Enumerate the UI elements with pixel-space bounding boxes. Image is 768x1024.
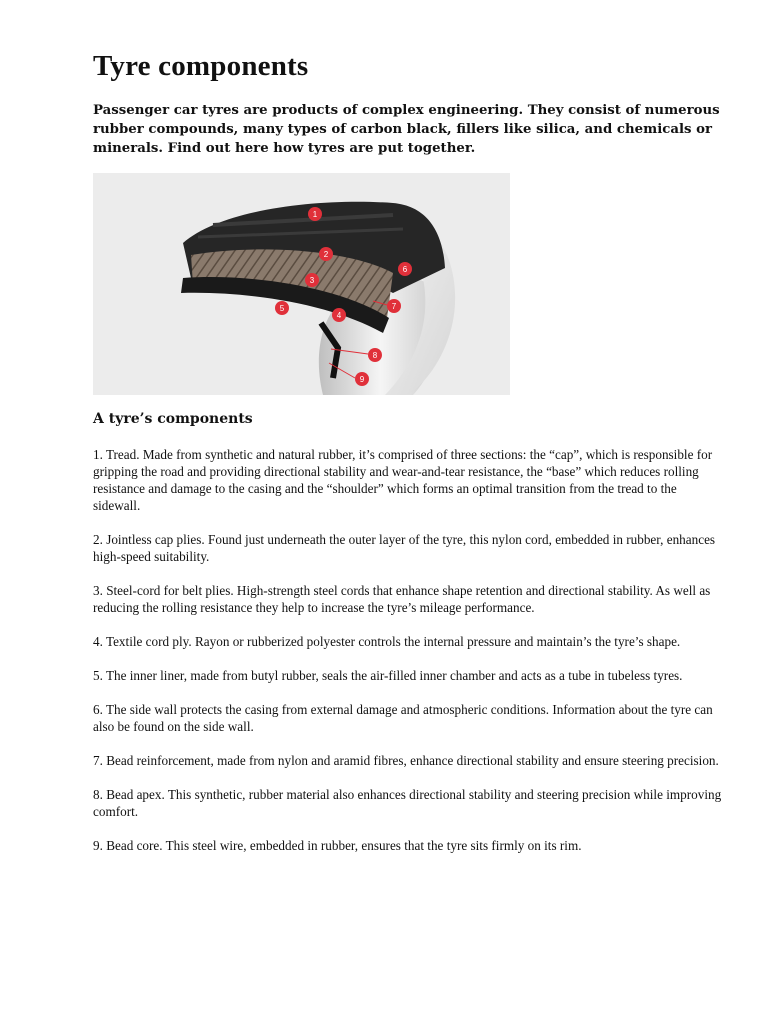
list-item: 8. Bead apex. This synthetic, rubber material also enhances directional stability and steering precision while improving comfort. bbox=[93, 787, 722, 819]
callout-4: 4 bbox=[336, 311, 342, 320]
callout-9: 9 bbox=[359, 375, 365, 384]
list-item: 7. Bead reinforcement, made from nylon and aramid fibres, enhance directional stability and ensure steering precision. bbox=[93, 753, 719, 768]
callout-3: 3 bbox=[309, 276, 315, 285]
page-title: Tyre components bbox=[93, 50, 309, 82]
callout-2: 2 bbox=[323, 250, 329, 259]
list-item: 4. Textile cord ply. Rayon or rubberized polyester controls the internal pressure and maintain’s the tyre’s shape. bbox=[93, 634, 681, 649]
list-item: 5. The inner liner, made from butyl rubber, seals the air-filled inner chamber and acts as a tube in tubeless tyres. bbox=[93, 668, 683, 683]
callout-1: 1 bbox=[312, 210, 318, 219]
list-item: 6. The side wall protects the casing from external damage and atmospheric conditions. Information about the tyre can also be found on the side wall. bbox=[93, 702, 713, 734]
list-item: 1. Tread. Made from synthetic and natural rubber, it’s comprised of three sections: the “cap”, which is responsible for gripping the road and providing directional stability and wear-and-tear resistance, the “base” which reduces rolling resistance and damage to the casing and the “shoulder” which forms an optimal transition from the tread to the sidewall. bbox=[93, 447, 713, 513]
list-item: 3. Steel-cord for belt plies. High-strength steel cords that enhance shape retention and directional stability. As well as reducing the rolling resistance they help to increase the tyre’s mileage performance. bbox=[93, 583, 711, 615]
callout-7: 7 bbox=[391, 302, 397, 311]
callout-8: 8 bbox=[372, 351, 378, 360]
tyre-cutaway-illustration bbox=[93, 173, 510, 395]
tyre-cutaway-svg bbox=[93, 173, 510, 395]
section-heading: A tyre’s components bbox=[93, 411, 253, 427]
intro-paragraph: Passenger car tyres are products of complex engineering. They consist of numerous rubber compounds, many types of carbon black, fillers like silica, and chemicals or minerals. Find out here how tyres are put together. bbox=[93, 103, 720, 156]
callout-6: 6 bbox=[402, 265, 408, 274]
component-list bbox=[93, 446, 723, 871]
list-item: 9. Bead core. This steel wire, embedded in rubber, ensures that the tyre sits firmly on its rim. bbox=[93, 838, 582, 853]
callout-5: 5 bbox=[279, 304, 285, 313]
list-item: 2. Jointless cap plies. Found just underneath the outer layer of the tyre, this nylon cord, embedded in rubber, enhances high-speed suitability. bbox=[93, 532, 716, 564]
